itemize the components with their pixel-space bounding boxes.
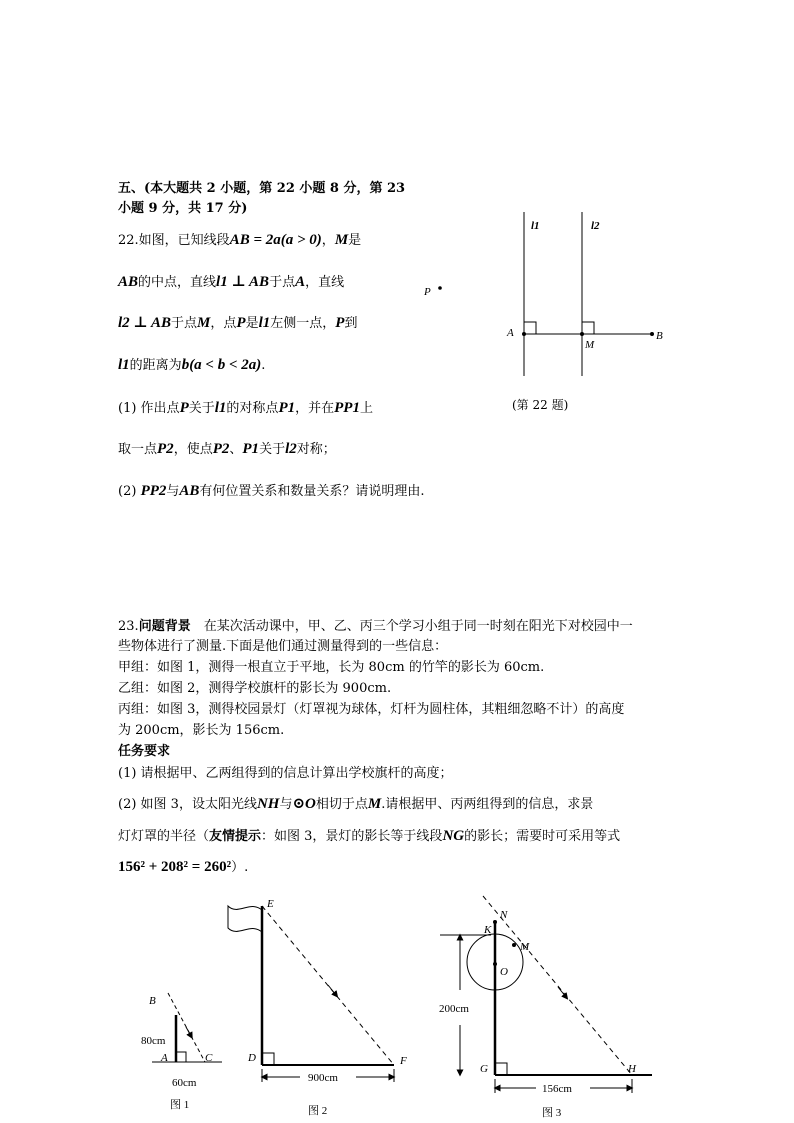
fig3-label-o: O — [500, 966, 508, 978]
q23-task2: (2) 如图 3，设太阳光线NH与⊙O相切于点M.请根据甲、丙两组得到的信息，求景 — [118, 796, 594, 812]
q23-line3: 甲组：如图 1，测得一根直立于平地，长为 80cm 的竹竿的影长为 60cm. — [118, 660, 545, 675]
fig3-label-k: K — [484, 924, 492, 936]
fig1-label-a: A — [161, 1052, 168, 1064]
fig3-label-m: M — [520, 941, 530, 953]
fig3-label-g: G — [480, 1063, 488, 1075]
fig2-label-d: D — [248, 1052, 256, 1064]
q23-line5: 丙组：如图 3，测得校园景灯（灯罩视为球体，灯杆为圆柱体，其粗细忽略不计）的高度 — [118, 702, 625, 717]
fig1-right-angle — [176, 1052, 186, 1062]
section-heading-line2: 小题 9 分，共 17 分) — [118, 201, 248, 216]
q22-caption: (第 22 题) — [512, 398, 569, 412]
q22-part1-line2: 取一点P2，使点P2、P1关于l2对称； — [118, 441, 336, 457]
fig2-ray-arrow — [328, 985, 336, 995]
q22-line2: AB的中点，直线l1 ⊥ AB于点A，直线 — [118, 274, 345, 290]
q22-part2: (2) PP2与AB有何位置关系和数量关系？请说明理由. — [118, 483, 425, 499]
fig1-label-b: B — [149, 995, 156, 1007]
figure-2 — [228, 898, 407, 1117]
fig1-caption: 图 1 — [170, 1099, 190, 1111]
q22-part1-line1: (1) 作出点P关于l1的对称点P1，并在PP1上 — [118, 400, 373, 416]
label-a: A — [507, 327, 514, 339]
q23-line6: 为 200cm，影长为 156cm. — [118, 723, 285, 738]
fig2-label-e: E — [267, 898, 274, 910]
fig3-point-n — [493, 920, 497, 924]
fig2-right-angle — [262, 1053, 274, 1065]
q23-task1: (1) 请根据甲、乙两组得到的信息计算出学校旗杆的高度； — [118, 766, 453, 781]
fig3-sunray — [483, 896, 632, 1075]
q23-task3: 灯灯罩的半径（友情提示：如图 3，景灯的影长等于线段NG的影长；需要时可采用等式 — [118, 828, 621, 844]
fig3-label-h: H — [628, 1063, 636, 1075]
fig3-label-shadow: 156cm — [542, 1083, 572, 1095]
q22-line1: 22.如图，已知线段AB = 2a(a > 0)，M是 — [118, 232, 362, 248]
section-heading-line1: 五、(本大题共 2 小题，第 22 小题 8 分，第 23 — [118, 181, 406, 196]
fig3-point-m — [512, 943, 516, 947]
figure-1 — [141, 993, 222, 1111]
q22-line3: l2 ⊥ AB于点M，点P是l1左侧一点，P到 — [118, 315, 358, 331]
fig1-label-shadow: 60cm — [172, 1077, 197, 1089]
fig3-label-n: N — [500, 909, 508, 921]
fig3-ray-arrow — [558, 987, 566, 997]
figure-3 — [439, 896, 652, 1119]
label-l2: l2 — [591, 220, 600, 232]
q23-line4: 乙组：如图 2，测得学校旗杆的影长为 900cm. — [118, 681, 392, 696]
q23-line2: 些物体进行了测量.下面是他们通过测量得到的一些信息： — [118, 639, 448, 654]
fig3-label-height: 200cm — [439, 1003, 469, 1015]
fig1-ray-arrow — [186, 1027, 191, 1036]
fig2-label-f: F — [400, 1055, 407, 1067]
label-l1: l1 — [531, 220, 540, 232]
fig2-label-shadow: 900cm — [308, 1072, 338, 1084]
q23-line1: 23.问题背景 在某次活动课中，甲、乙、丙三个学习小组于同一时刻在阳光下对校园中一 — [118, 619, 633, 634]
fig1-label-height: 80cm — [141, 1035, 166, 1047]
fig3-point-o — [493, 962, 497, 966]
q23-task-title: 任务要求 — [118, 744, 171, 759]
q23-formula: 156² + 208² = 260²）. — [118, 859, 249, 875]
fig1-label-c: C — [205, 1052, 213, 1064]
fig2-caption: 图 2 — [308, 1105, 328, 1117]
fig2-flag — [228, 906, 262, 932]
fig3-caption: 图 3 — [542, 1107, 562, 1119]
fig3-right-angle — [495, 1063, 507, 1075]
label-m: M — [585, 339, 595, 351]
q22-line4: l1的距离为b(a < b < 2a). — [118, 357, 266, 373]
label-b: B — [656, 330, 663, 342]
label-p: P — [424, 286, 431, 298]
